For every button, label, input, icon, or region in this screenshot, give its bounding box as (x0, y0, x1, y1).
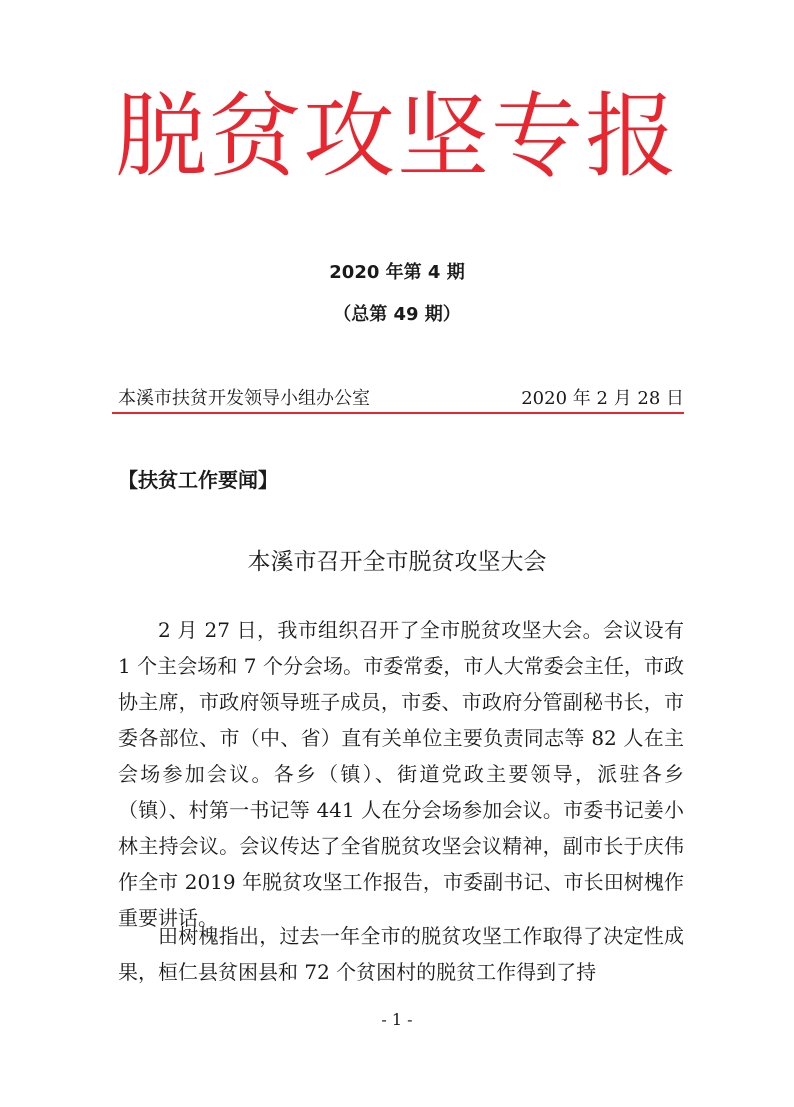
masthead-title: 脱贫攻坚专报 (114, 83, 679, 190)
issuer-name: 本溪市扶贫开发领导小组办公室 (118, 388, 370, 409)
issue-date: 2020 年 2 月 28 日 (521, 388, 684, 409)
article-paragraph: 田树槐指出，过去一年全市的脱贫攻坚工作取得了决定性成果，桓仁县贫困县和 72 个贫困村的脱贫工作得到了持 (118, 924, 684, 984)
issue-number: 2020 年第 4 期 (329, 262, 465, 283)
section-tag: 【扶贫工作要闻】 (118, 468, 278, 492)
page-number: - 1 - (381, 1010, 413, 1029)
article-paragraph: 2 月 27 日，我市组织召开了全市脱贫攻坚大会。会议设有 1 个主会场和 7 个分会场。市委常委，市人大常委会主任，市政协主席，市政府领导班子成员，市委、市政府分管副秘书长，市委各部位、市（中、省）直有关单位主要负责同志等 82 人在主会场参加会议。各乡（镇）、街道党政主要领导，派驻各乡（镇）、村第一书记等 441 人在分会场参加会议。市委书记姜小林主持会议。会议传达了全省脱贫攻坚会议精神，副市长于庆伟作全市 2019 年脱贫攻坚工作报告，市委副书记、市长田树槐作重要讲话。 (118, 618, 684, 930)
red-divider-rule (112, 412, 684, 414)
issuer-date-row (118, 384, 684, 410)
issue-total: （总第 49 期） (333, 304, 461, 325)
article-title: 本溪市召开全市脱贫攻坚大会 (247, 549, 547, 575)
